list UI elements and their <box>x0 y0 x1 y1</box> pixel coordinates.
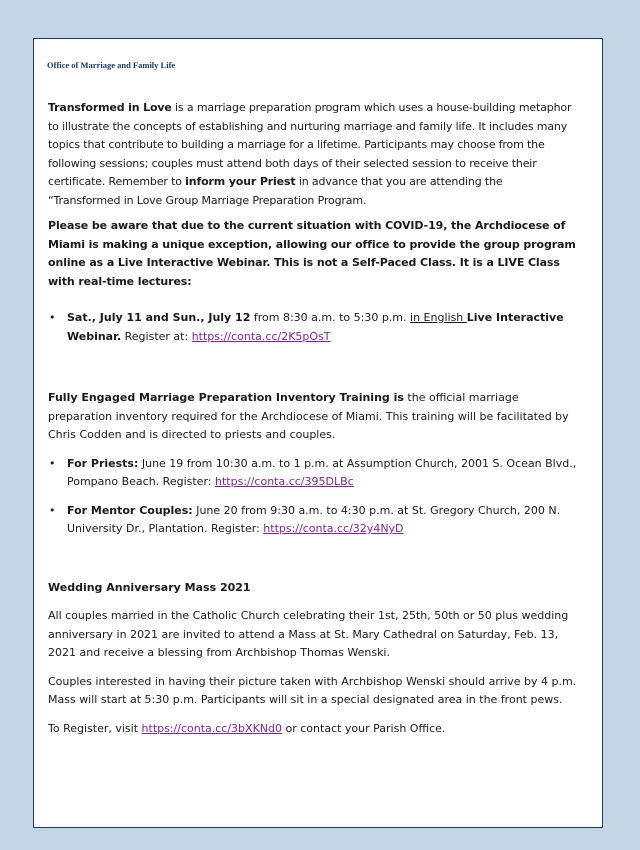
anniversary-register-link[interactable]: https://conta.cc/3bXKNd0 <box>141 721 283 735</box>
page <box>33 38 603 828</box>
mentor-couples-register-link[interactable]: https://conta.cc/32y4NyD <box>263 522 404 535</box>
intro-text-1: is a marriage preparation program which uses a house-building metaphor to illustrate the concepts of establishing and nurturing marriage and family life. It includes many topics that contribute to building a marriage for a lifetime. Participants may choose from the following sessions; couples must attend both days of their selected session to receive their certificate. Remember to <box>48 101 572 188</box>
session-format: Live Interactive Webinar. <box>67 311 564 343</box>
session-time: from 8:30 a.m. to 5:30 p.m. <box>250 311 411 324</box>
anniversary-register <box>48 720 578 739</box>
session-language: in English <box>410 311 467 324</box>
bullet-icon: • <box>49 456 56 470</box>
session-dates: Sat., July 11 and Sun., July 12 <box>67 311 251 324</box>
office-header: Office of Marriage and Family Life <box>47 60 176 70</box>
priests-label: For Priests: <box>67 456 139 470</box>
priests-item <box>48 455 578 492</box>
foccus-paragraph <box>48 389 578 445</box>
session-item <box>48 309 578 346</box>
intro-paragraph <box>48 99 578 210</box>
foccus-title: Fully Engaged Marriage Preparation Inventory Training is <box>48 391 404 404</box>
mentor-couples-item <box>48 502 578 539</box>
inform-priest: inform your Priest <box>185 175 296 188</box>
priests-text: June 19 from 10:30 a.m. to 1 p.m. at Assumption Church, 2001 S. Ocean Blvd., Pompano Beach. Register: <box>67 456 577 488</box>
covid-notice: Please be aware that due to the current situation with COVID-19, the Archdiocese of Miami is making a unique exception, allowing our office to provide the group program online as a Live Interactive Webinar. This is not a Self-Paced Class. It is a LIVE Class with real-time lectures: <box>48 219 576 288</box>
intro-text-2: in advance that you are attending the “Transformed in Love Group Marriage Preparation Program. <box>48 175 503 207</box>
bullet-icon: • <box>49 503 56 517</box>
register-suffix: or contact your Parish Office. <box>282 721 446 735</box>
foccus-text: the official marriage preparation inventory required for the Archdiocese of Miami. This training will be facilitated by Chris Codden and is directed to priests and couples. <box>48 391 569 441</box>
page-content <box>48 99 578 738</box>
anniversary-text-2: Couples interested in having their picture taken with Archbishop Wenski should arrive by 4 p.m. Mass will start at 5:30 p.m. Participants will sit in a special designated area in the front pews. <box>48 674 577 706</box>
program-title: Transformed in Love <box>48 101 172 114</box>
session-register-label: Register at: <box>121 329 192 343</box>
mentor-couples-text: June 20 from 9:30 a.m. to 4:30 p.m. at St. Gregory Church, 200 N. University Dr., Plantation. Register: <box>67 503 561 535</box>
anniversary-title: Wedding Anniversary Mass 2021 <box>48 580 251 594</box>
anniversary-text-1: All couples married in the Catholic Church celebrating their 1st, 25th, 50th or 50 plus wedding anniversary in 2021 are invited to attend a Mass at St. Mary Cathedral on Saturday, Feb. 13, 2021 and receive a blessing from Archbishop Thomas Wenski. <box>48 609 569 659</box>
bullet-icon: • <box>49 311 56 324</box>
register-prefix: To Register, visit <box>48 721 142 735</box>
priests-register-link[interactable]: https://conta.cc/395DLBc <box>214 475 354 488</box>
session-register-link[interactable]: https://conta.cc/2K5pOsT <box>191 329 331 343</box>
mentor-couples-label: For Mentor Couples: <box>67 503 193 517</box>
